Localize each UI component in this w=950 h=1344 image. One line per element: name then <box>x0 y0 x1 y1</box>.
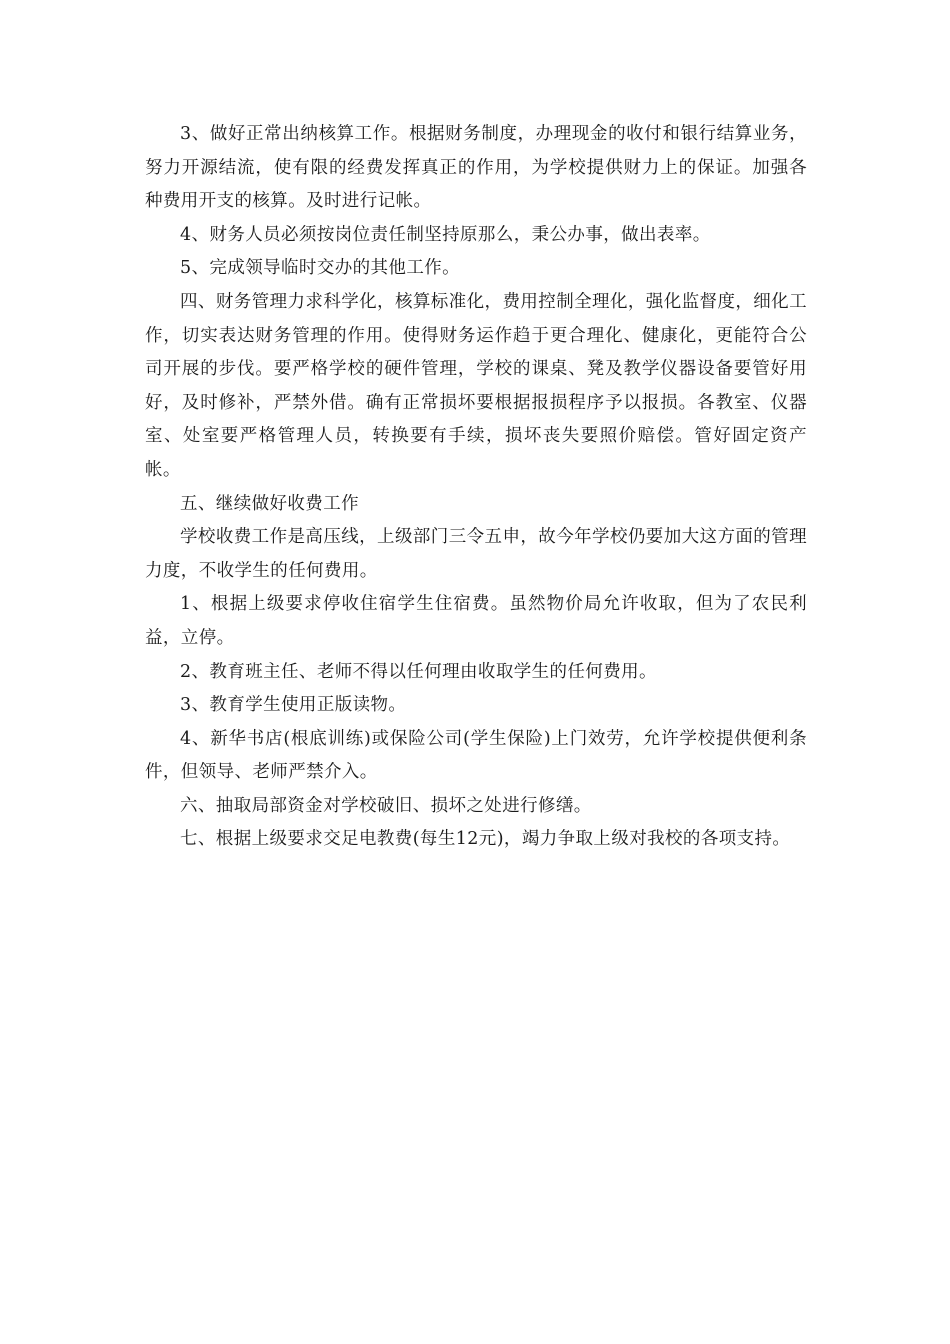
paragraph-section-four: 四、财务管理力求科学化，核算标准化，费用控制全理化，强化监督度，细化工作，切实表达财务管理的作用。使得财务运作趋于更合理化、健康化，更能符合公司开展的步伐。要严格学校的硬件管理，学校的课桌、凳及教学仪器设备要管好用好，及时修补，严禁外借。确有正常损坏要根据报损程序予以报损。各教室、仪器室、处室要严格管理人员，转换要有手续，损坏丧失要照价赔偿。管好固定资产帐。 <box>145 291 807 480</box>
paragraph-section-seven: 七、根据上级要求交足电教费(每生12元)，竭力争取上级对我校的各项支持。 <box>180 829 791 850</box>
paragraph-dorm-fee: 1、根据上级要求停收住宿学生住宿费。虽然物价局允许收取，但为了农民利益，立停。 <box>145 594 807 648</box>
paragraph-section-six: 六、抽取局部资金对学校破旧、损坏之处进行修缮。 <box>180 795 592 816</box>
paragraph-other-tasks: 5、完成领导临时交办的其他工作。 <box>180 258 461 279</box>
paragraph-fee-policy: 学校收费工作是高压线，上级部门三令五申，故今年学校仍要加大这方面的管理力度，不收学生的任何费用。 <box>145 527 807 581</box>
paragraph-staff-responsibility: 4、财务人员必须按岗位责任制坚持原那么，秉公办事，做出表率。 <box>180 224 711 245</box>
paragraph-teacher-fees: 2、教育班主任、老师不得以任何理由收取学生的任何费用。 <box>180 661 657 682</box>
paragraph-bookstore-insurance: 4、新华书店(根底训练)或保险公司(学生保险)上门效劳，允许学校提供便利条件，但领导、老师严禁介入。 <box>145 728 807 783</box>
document-body <box>145 118 807 857</box>
paragraph-cashier-accounting: 3、做好正常出纳核算工作。根据财务制度，办理现金的收付和银行结算业务，努力开源结流，使有限的经费发挥真正的作用，为学校提供财力上的保证。加强各种费用开支的核算。及时进行记帐。 <box>145 124 807 212</box>
paragraph-genuine-books: 3、教育学生使用正版读物。 <box>180 695 407 716</box>
heading-section-five: 五、继续做好收费工作 <box>180 493 359 514</box>
